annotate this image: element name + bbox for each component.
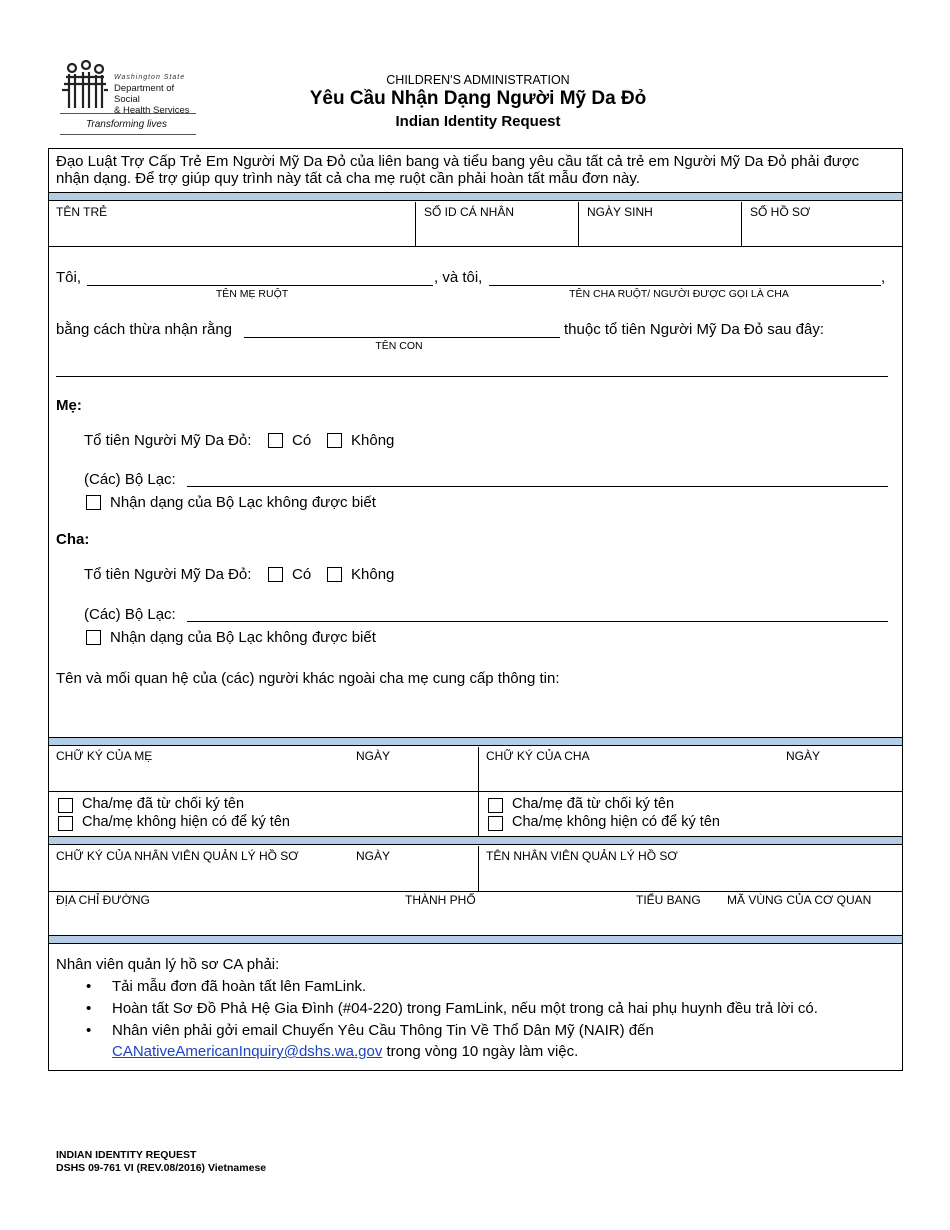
father-name-field[interactable] <box>489 285 881 286</box>
child-name-caption: TÊN CON <box>375 340 423 352</box>
street-address-label: ĐỊA CHỈ ĐƯỜNG <box>56 893 150 907</box>
mother-yes-label: Có <box>292 432 312 449</box>
row-divider <box>49 891 902 892</box>
mother-name-field[interactable] <box>87 285 433 286</box>
mother-unavailable-checkbox[interactable] <box>58 816 73 831</box>
bullet-glyph: • <box>86 978 92 995</box>
logo-state: Washington State <box>114 74 186 81</box>
mother-ancestry-no-checkbox[interactable] <box>327 433 342 448</box>
logo-dept-line2: & Health Services <box>114 105 190 116</box>
page-title: Yêu Cầu Nhận Dạng Người Mỹ Da Đỏ <box>309 88 647 109</box>
section-band <box>49 737 902 746</box>
father-yes-label: Có <box>292 566 312 583</box>
instruction-bullet-3-suffix: trong vòng 10 ngày làm việc. <box>382 1043 579 1060</box>
city-label: THÀNH PHỐ <box>405 893 476 907</box>
caseworker-date-label: NGÀY <box>356 849 391 863</box>
mother-signature-label: CHỮ KÝ CỦA MẸ <box>56 749 153 763</box>
nair-email-link[interactable]: CANativeAmericanInquiry@dshs.wa.gov <box>112 1043 383 1060</box>
page-subtitle: Indian Identity Request <box>395 113 561 130</box>
row-divider <box>49 791 902 792</box>
father-no-label: Không <box>351 566 395 583</box>
mother-ancestry-label: Tổ tiên Người Mỹ Da Đỏ: <box>84 432 252 449</box>
father-heading: Cha: <box>56 531 90 548</box>
footer-form-name: INDIAN IDENTITY REQUEST <box>56 1149 197 1161</box>
statement-ancestry-suffix: thuộc tổ tiên Người Mỹ Da Đỏ sau đây: <box>564 321 824 338</box>
father-ancestry-no-checkbox[interactable] <box>327 567 342 582</box>
statement-and-i: , và tôi, <box>434 269 483 286</box>
section-band <box>49 836 902 845</box>
father-unavailable-label: Cha/mẹ không hiện có để ký tên <box>512 814 720 830</box>
instructions-intro: Nhân viên quản lý hồ sơ CA phải: <box>56 956 280 973</box>
statement-i: Tôi, <box>56 269 82 286</box>
office-code-label: MÃ VÙNG CỦA CƠ QUAN <box>727 893 872 907</box>
father-ancestry-yes-checkbox[interactable] <box>268 567 283 582</box>
mother-tribes-field[interactable] <box>187 486 888 487</box>
father-name-caption: TÊN CHA RUỘT/ NGƯỜI ĐƯỢC GỌI LÀ CHA <box>569 288 789 300</box>
row-divider <box>49 246 902 247</box>
section-band <box>49 935 902 944</box>
administration-label: CHILDREN'S ADMINISTRATION <box>386 73 570 87</box>
mother-unknown-tribe-label: Nhận dạng của Bộ Lạc không được biết <box>110 494 376 511</box>
case-number-label: SỐ HỒ SƠ <box>750 205 811 219</box>
statement-comma: , <box>881 269 886 286</box>
others-info-label: Tên và mối quan hệ của (các) người khác ngoài cha mẹ cung cấp thông tin: <box>56 670 560 687</box>
caseworker-name-label: TÊN NHÂN VIÊN QUẢN LÝ HỒ SƠ <box>486 849 678 863</box>
footer-form-number: DSHS 09-761 VI (REV.08/2016) Vietnamese <box>56 1162 267 1174</box>
divider <box>415 202 416 247</box>
instruction-bullet-2: Hoàn tất Sơ Đồ Phả Hệ Gia Đình (#04-220) trong FamLink, nếu một trong cả hai phụ huynh đều trả lời có. <box>112 1000 818 1017</box>
instruction-bullet-3-continued <box>112 1043 578 1060</box>
mother-refused-checkbox[interactable] <box>58 798 73 813</box>
father-date-label: NGÀY <box>786 749 821 763</box>
state-label: TIỂU BANG <box>636 893 701 907</box>
caseworker-signature-label: CHỮ KÝ CỦA NHÂN VIÊN QUẢN LÝ HỒ SƠ <box>56 849 299 863</box>
mother-unknown-tribe-checkbox[interactable] <box>86 495 101 510</box>
bullet-glyph: • <box>86 1022 92 1039</box>
instruction-bullet-3: Nhân viên phải gởi email Chuyển Yêu Cầu Thông Tin Về Thổ Dân Mỹ (NAIR) đến <box>112 1022 654 1039</box>
intro-line2: nhận dạng. Để trợ giúp quy trình này tất cả cha mẹ ruột cần phải hoàn tất mẫu đơn này. <box>56 170 640 187</box>
mother-ancestry-yes-checkbox[interactable] <box>268 433 283 448</box>
divider <box>578 202 579 247</box>
logo-tagline: Transforming lives <box>86 119 167 130</box>
section-band <box>49 192 902 201</box>
father-unknown-tribe-label: Nhận dạng của Bộ Lạc không được biết <box>110 629 376 646</box>
father-tribes-label: (Các) Bộ Lạc: <box>84 606 176 623</box>
child-name-label: TÊN TRẺ <box>56 205 108 219</box>
father-unknown-tribe-checkbox[interactable] <box>86 630 101 645</box>
separator-line <box>56 376 888 377</box>
father-ancestry-label: Tổ tiên Người Mỹ Da Đỏ: <box>84 566 252 583</box>
mother-name-caption: TÊN MẸ RUỘT <box>215 288 289 300</box>
mother-tribes-label: (Các) Bộ Lạc: <box>84 471 176 488</box>
bullet-glyph: • <box>86 1000 92 1017</box>
person-id-label: SỐ ID CÁ NHÂN <box>424 205 515 219</box>
logo-divider-bottom <box>60 134 196 135</box>
instruction-bullet-1: Tải mẫu đơn đã hoàn tất lên FamLink. <box>112 978 367 995</box>
child-name-field[interactable] <box>244 337 560 338</box>
mother-date-label: NGÀY <box>356 749 391 763</box>
mother-unavailable-label: Cha/mẹ không hiện có để ký tên <box>82 814 290 830</box>
dob-label: NGÀY SINH <box>587 205 653 219</box>
mother-no-label: Không <box>351 432 395 449</box>
statement-acknowledge: bằng cách thừa nhận rằng <box>56 321 233 338</box>
father-refused-label: Cha/mẹ đã từ chối ký tên <box>512 796 675 812</box>
intro-text <box>56 153 896 187</box>
father-unavailable-checkbox[interactable] <box>488 816 503 831</box>
divider <box>478 846 479 891</box>
form-frame <box>48 148 903 1071</box>
father-signature-label: CHỮ KÝ CỦA CHA <box>486 749 590 763</box>
mother-heading: Mẹ: <box>56 397 82 414</box>
divider <box>741 202 742 247</box>
father-tribes-field[interactable] <box>187 621 888 622</box>
intro-line1: Đạo Luật Trợ Cấp Trẻ Em Người Mỹ Da Đỏ của liên bang và tiểu bang yêu cầu tất cả trẻ em Người Mỹ Da Đỏ phải được <box>56 153 860 170</box>
mother-refused-label: Cha/mẹ đã từ chối ký tên <box>82 796 245 812</box>
logo-dept-line1: Department of Social <box>114 83 175 105</box>
father-refused-checkbox[interactable] <box>488 798 503 813</box>
